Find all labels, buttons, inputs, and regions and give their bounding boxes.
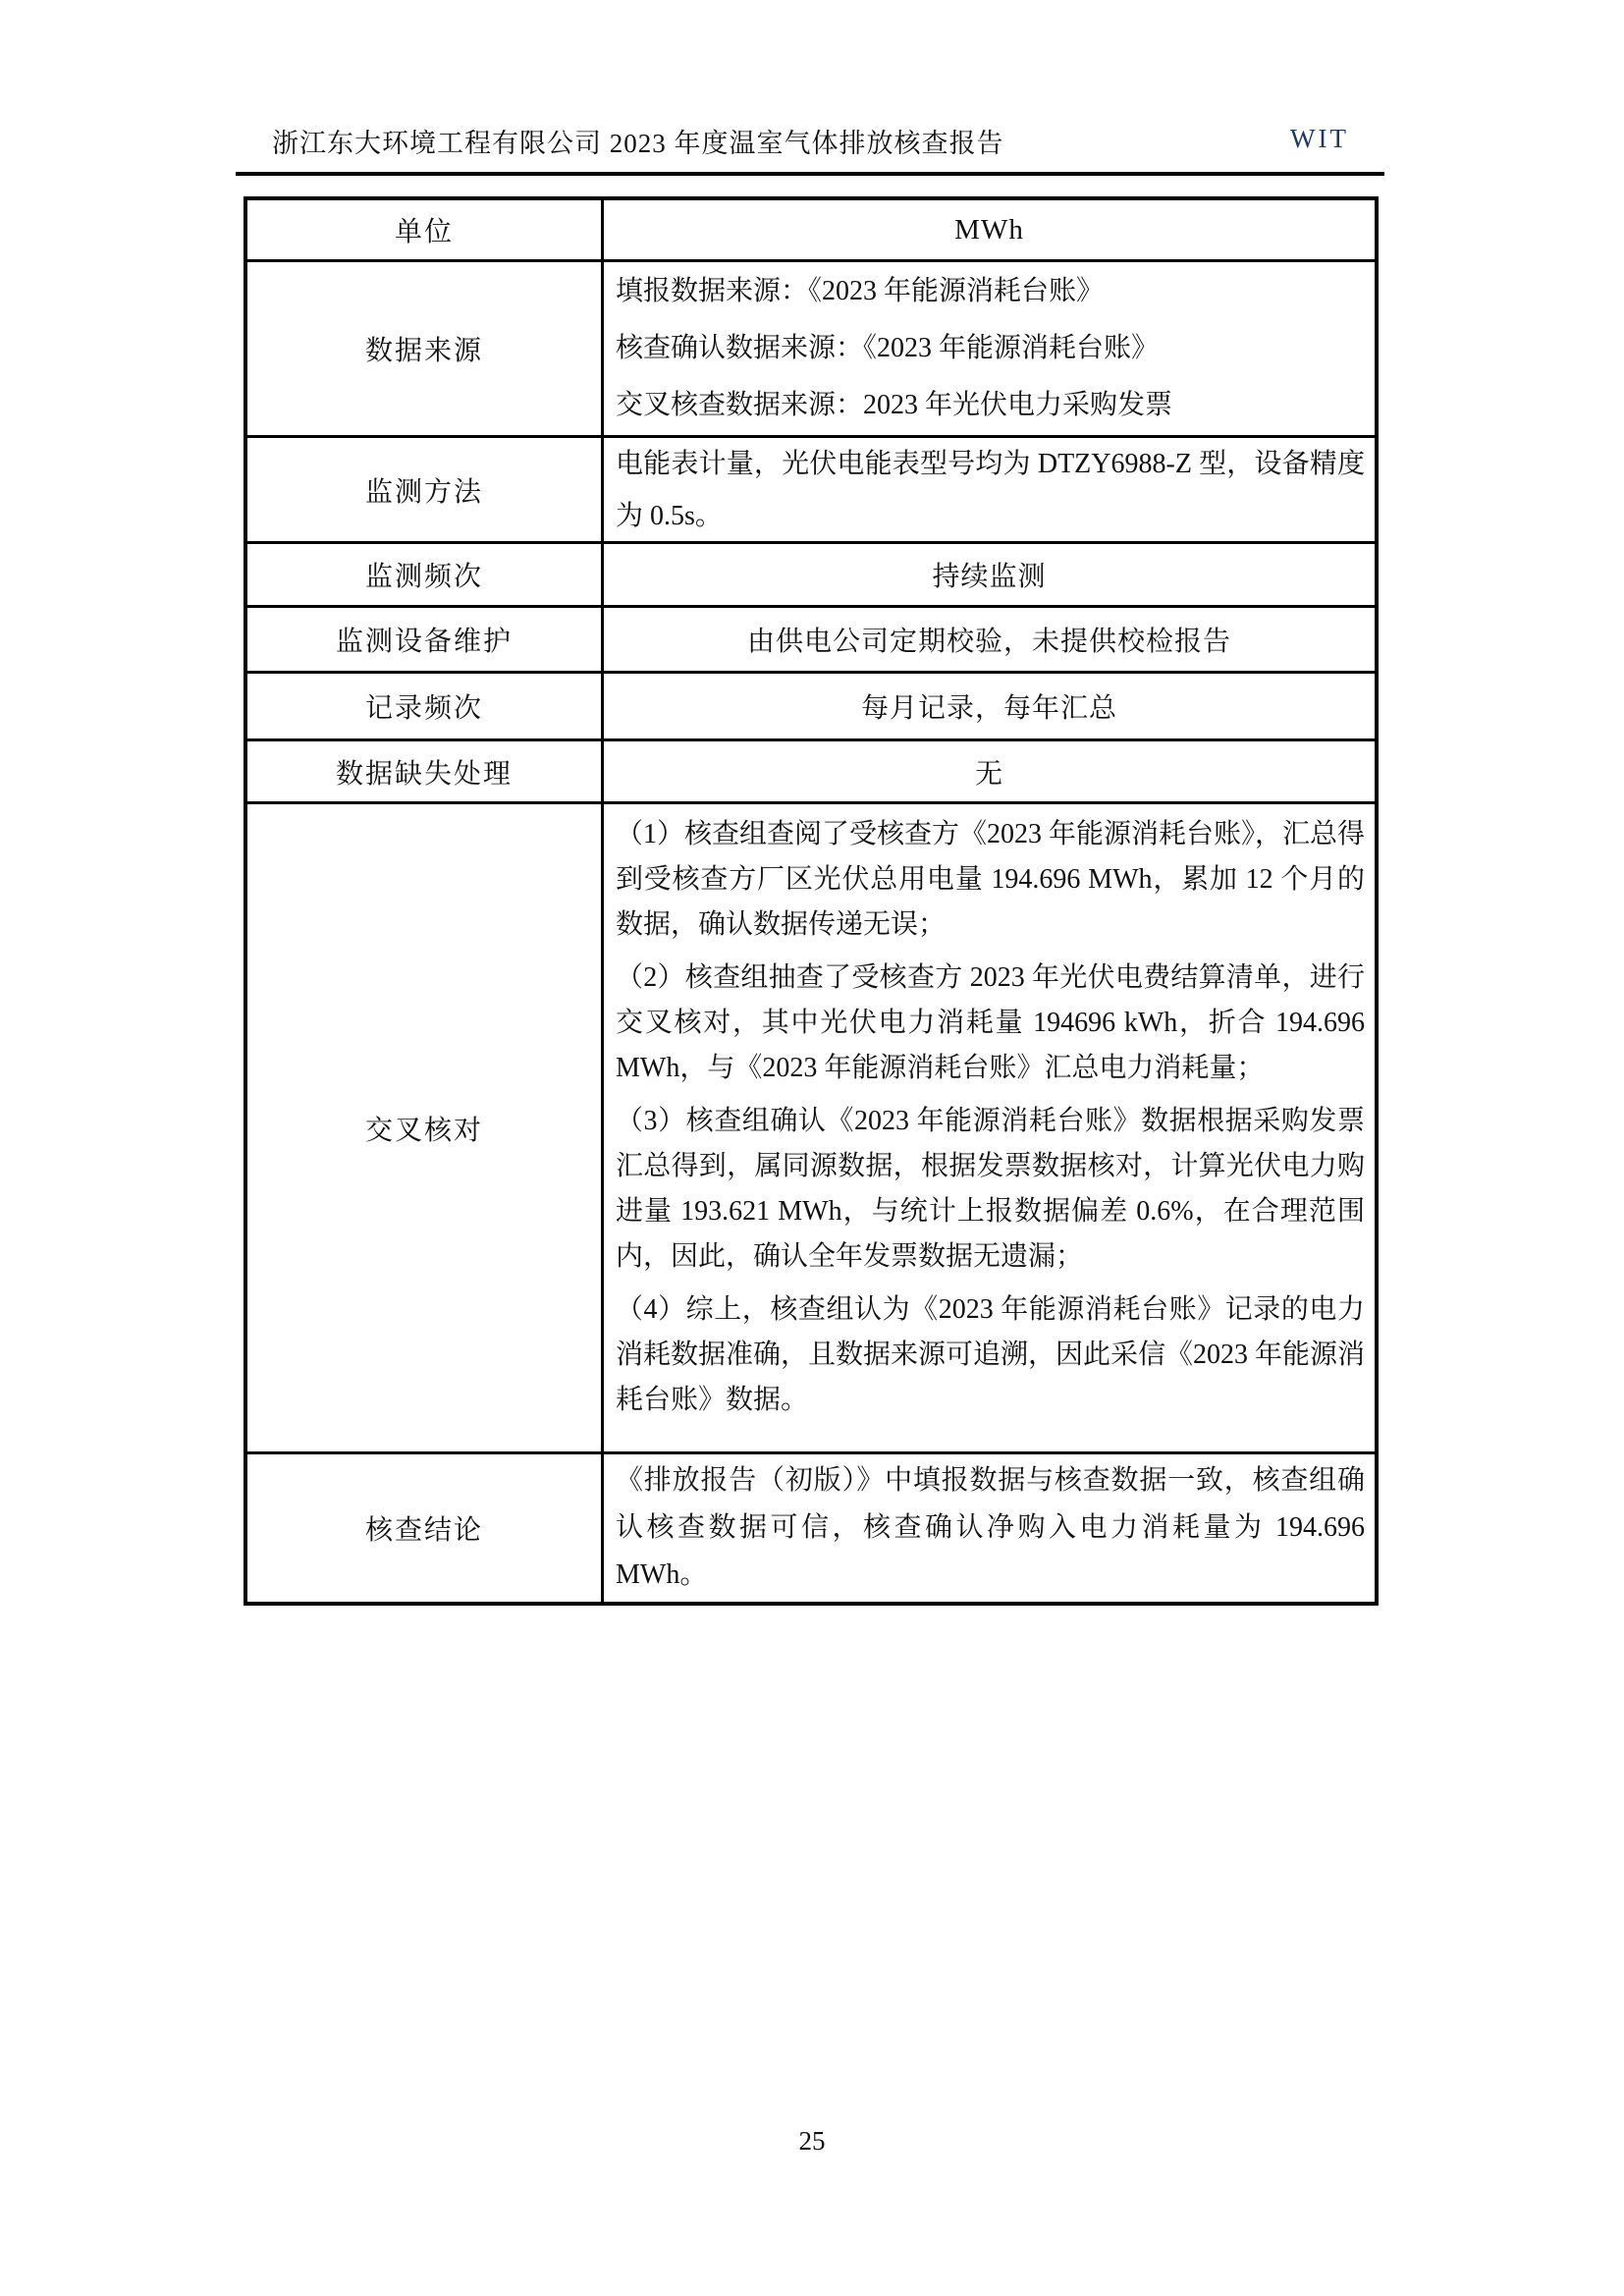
row-label-cross-check: 交叉核对 <box>247 804 604 1451</box>
row-value-monitoring-frequency: 持续监测 <box>932 562 1047 592</box>
table-row-data-source <box>247 262 1375 438</box>
wit-logo-text: WIT <box>1290 124 1349 153</box>
table-row-missing-data-handling <box>247 741 1375 804</box>
row-value-verification-conclusion <box>604 1454 1375 1602</box>
row-value-data-source <box>604 262 1375 435</box>
table-row-cross-check <box>247 804 1375 1454</box>
table-row-verification-conclusion <box>247 1454 1375 1602</box>
table-row-monitoring-method <box>247 438 1375 544</box>
row-value-equipment-maintenance: 由供电公司定期校验，未提供校检报告 <box>746 627 1231 657</box>
monitoring-method-text: 电能表计量，光伏电能表型号均为 DTZY6988-Z 型，设备精度为 0.5s。 <box>616 448 1365 531</box>
row-label-monitoring-frequency: 监测频次 <box>247 544 604 605</box>
verification-table <box>244 196 1379 1606</box>
table-row-unit <box>247 200 1375 262</box>
row-value-missing-data-handling: 无 <box>974 758 1003 790</box>
verification-conclusion-text: 《排放报告（初版）》中填报数据与核查数据一致，核查组确认核查数据可信，核查确认净购入电力消耗量为 194.696 MWh。 <box>616 1465 1365 1590</box>
row-label-unit: 单位 <box>247 200 604 259</box>
report-header-title: 浙江东大环境工程有限公司 2023 年度温室气体排放核查报告 <box>272 129 1004 158</box>
row-label-monitoring-method: 监测方法 <box>247 438 604 541</box>
row-label-verification-conclusion: 核查结论 <box>247 1454 604 1602</box>
table-row-equipment-maintenance <box>247 608 1375 674</box>
table-row-record-frequency <box>247 674 1375 741</box>
header-divider-rule <box>236 172 1384 176</box>
row-label-record-frequency: 记录频次 <box>247 674 604 738</box>
row-label-missing-data-handling: 数据缺失处理 <box>247 741 604 801</box>
row-value-cross-check <box>604 804 1375 1451</box>
row-label-data-source: 数据来源 <box>247 262 604 435</box>
cross-check-paragraph-3: （3）核查组确认《2023 年能源消耗台账》数据根据采购发票汇总得到，属同源数据，根据发票数据核对，计算光伏电力购进量 193.621 MWh，与统计上报数据偏差 0.6%，在合理范围内，因此，确认全年发票数据无遗漏； <box>616 1106 1365 1272</box>
page-number: 25 <box>798 2126 826 2156</box>
row-value-monitoring-method <box>604 438 1375 541</box>
data-source-line-3: 交叉核查数据来源：2023 年光伏电力采购发票 <box>616 390 1173 420</box>
row-value-record-frequency: 每月记录，每年汇总 <box>860 693 1117 724</box>
cross-check-paragraph-4: （4）综上，核查组认为《2023 年能源消耗台账》记录的电力消耗数据准确，且数据来源可追溯，因此采信《2023 年能源消耗台账》数据。 <box>616 1294 1366 1415</box>
cross-check-paragraph-1: （1）核查组查阅了受核查方《2023 年能源消耗台账》，汇总得到受核查方厂区光伏总用电量 194.696 MWh，累加 12 个月的数据，确认数据传递无误； <box>616 819 1366 940</box>
table-row-monitoring-frequency <box>247 544 1375 608</box>
data-source-line-1: 填报数据来源：《2023 年能源消耗台账》 <box>616 276 1105 306</box>
data-source-line-2: 核查确认数据来源：《2023 年能源消耗台账》 <box>616 333 1160 363</box>
row-label-equipment-maintenance: 监测设备维护 <box>247 608 604 671</box>
row-value-unit: MWh <box>954 213 1024 246</box>
cross-check-paragraph-2: （2）核查组抽查了受核查方 2023 年光伏电费结算清单，进行交叉核对，其中光伏电力消耗量 194696 kWh，折合 194.696 MWh，与《2023 年能源消耗台账》汇总电力消耗量； <box>616 962 1365 1083</box>
